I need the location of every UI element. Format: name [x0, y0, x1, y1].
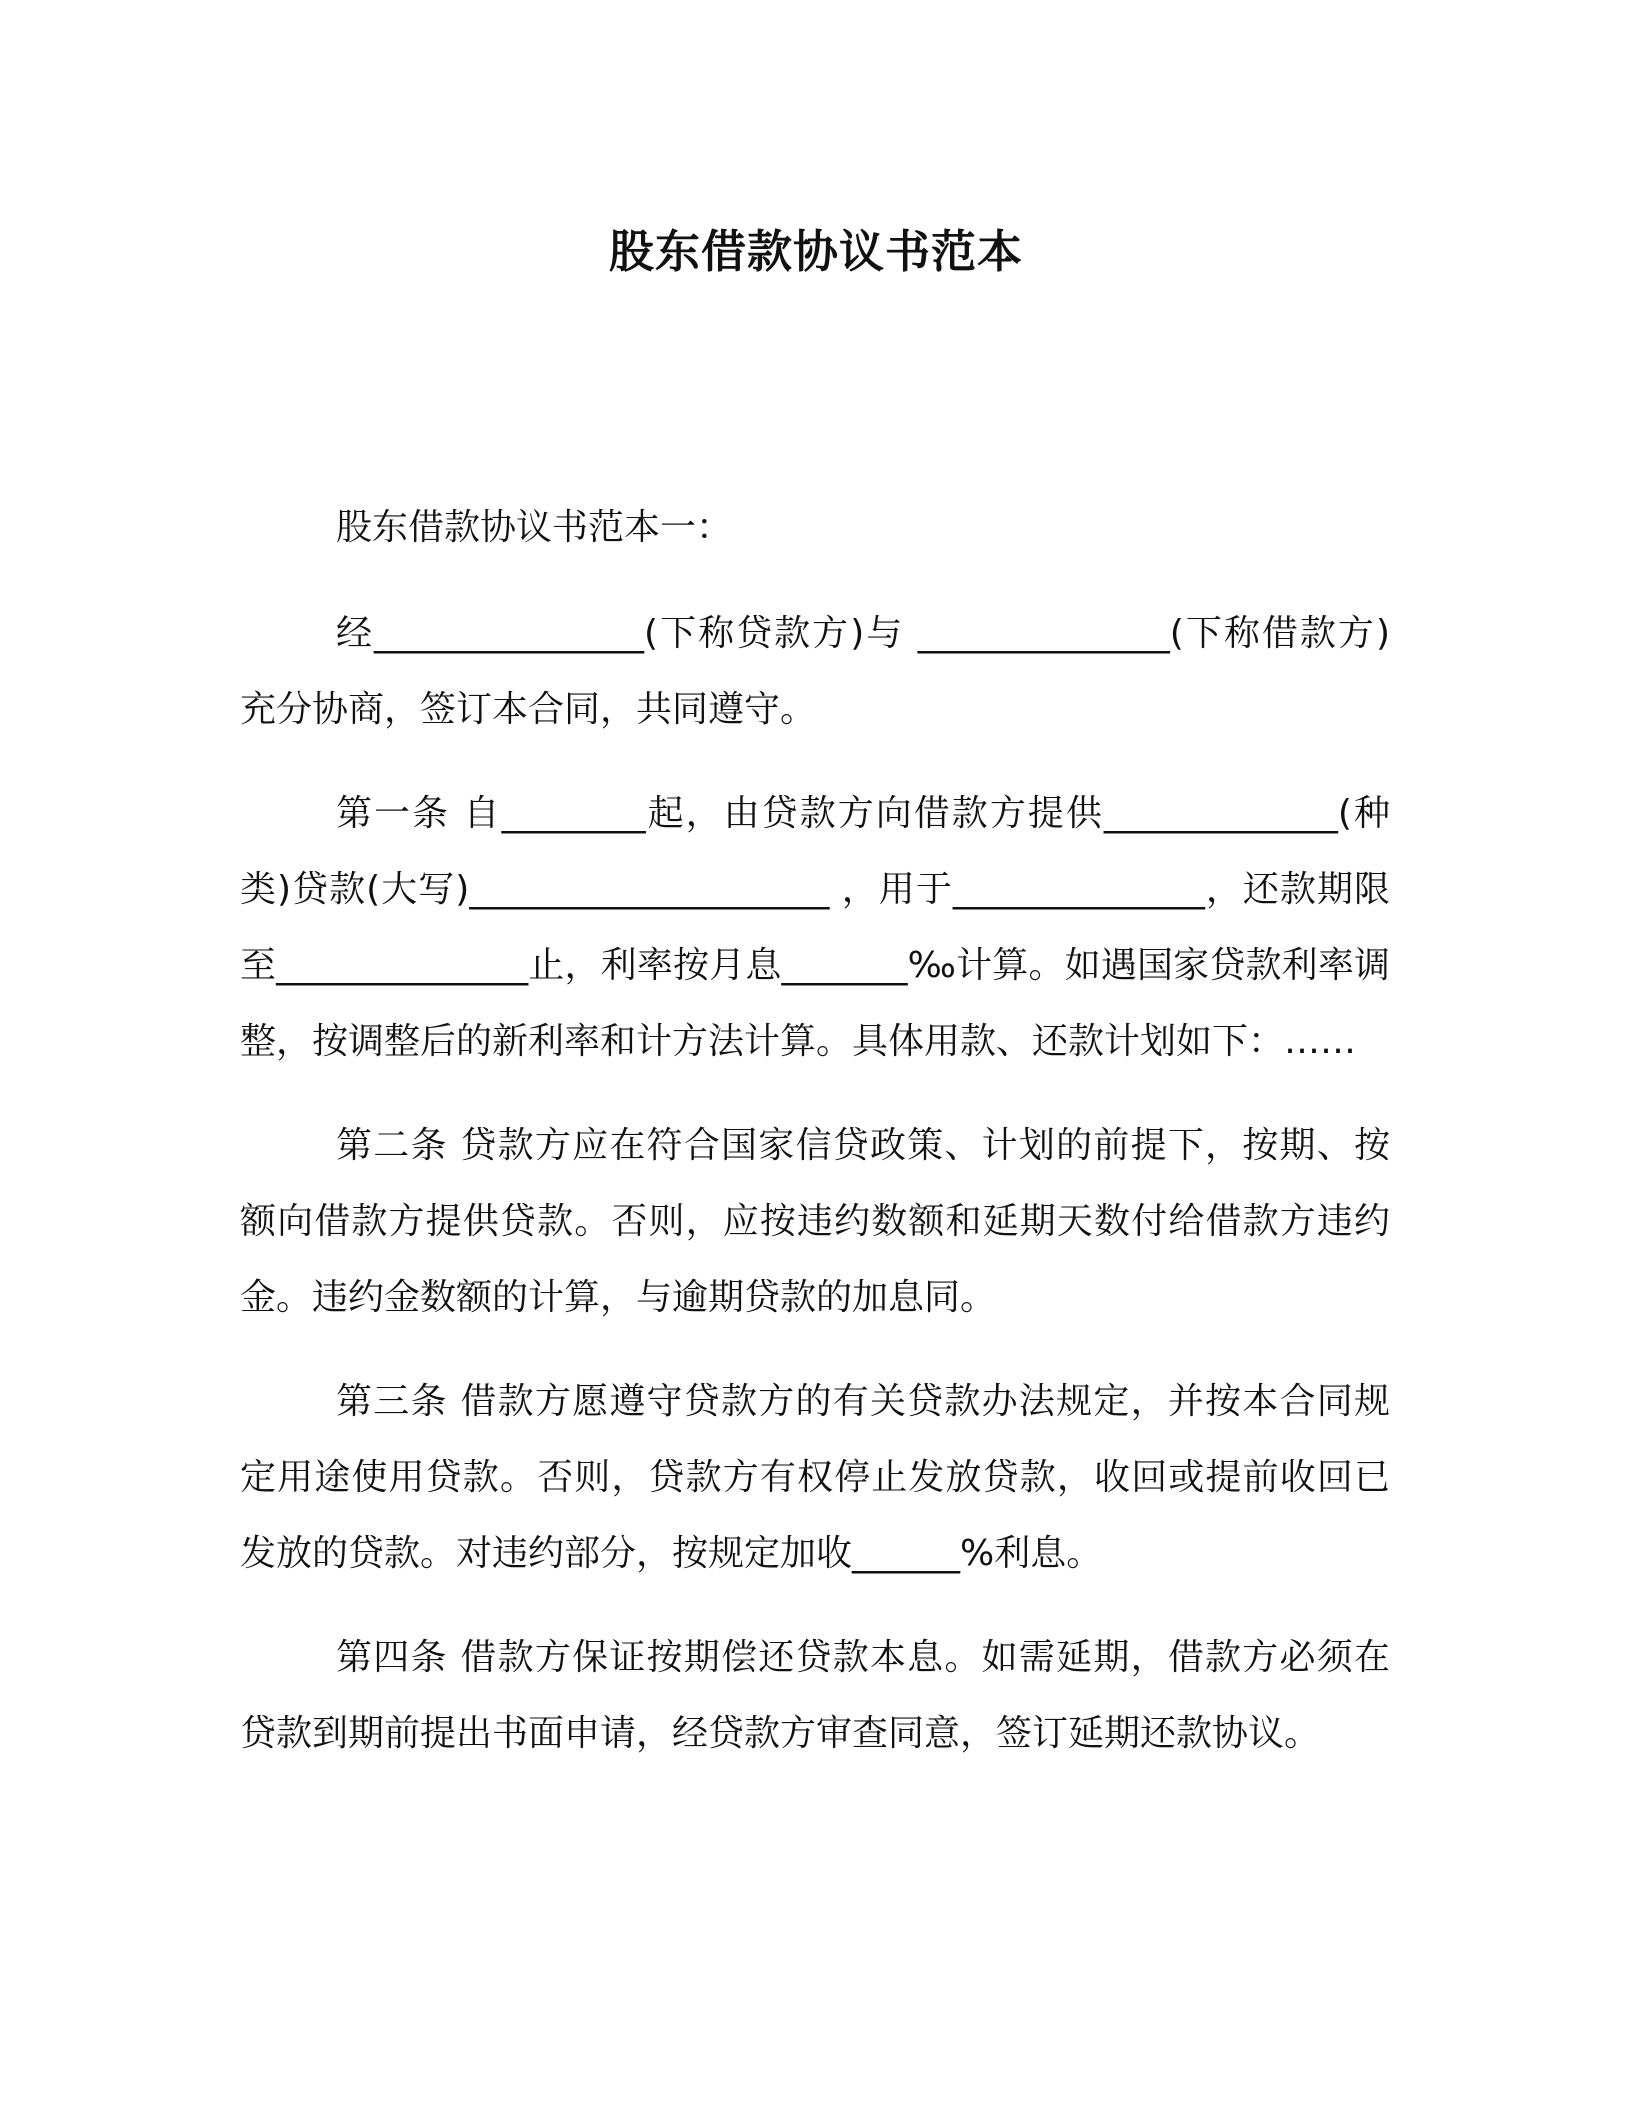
document-body — [240, 490, 1390, 1800]
preamble-paragraph: 经_______________(下称贷款方)与 ______________(下称借款方)充分协商，签订本合同，共同遵守。 — [240, 613, 1390, 730]
article-4-paragraph: 第四条 借款方保证按期偿还贷款本息。如需延期，借款方必须在贷款到期前提出书面申请，经贷款方审查同意，签订延期还款协议。 — [240, 1637, 1390, 1754]
article-3-paragraph: 第三条 借款方愿遵守贷款方的有关贷款办法规定，并按本合同规定用途使用贷款。否则，贷款方有权停止发放贷款，收回或提前收回已发放的贷款。对违约部分，按规定加收______%利息。 — [240, 1381, 1390, 1574]
document-title: 股东借款协议书范本 — [608, 225, 1023, 278]
section-heading: 股东借款协议书范本一： — [336, 507, 733, 548]
article-2-paragraph: 第二条 贷款方应在符合国家信贷政策、计划的前提下，按期、按额向借款方提供贷款。否则，应按违约数额和延期天数付给借款方违约金。违约金数额的计算，与逾期贷款的加息同。 — [240, 1125, 1390, 1318]
article-1-paragraph: 第一条 自________起，由贷款方向借款方提供_____________(种类)贷款(大写)____________________ ，用于______________，还款期限至______________止，利率按月息_______‰计算。如遇国家贷款利率调整，按调整后的新利率和计方法计算。具体用款、还款计划如下：…… — [240, 793, 1390, 1062]
